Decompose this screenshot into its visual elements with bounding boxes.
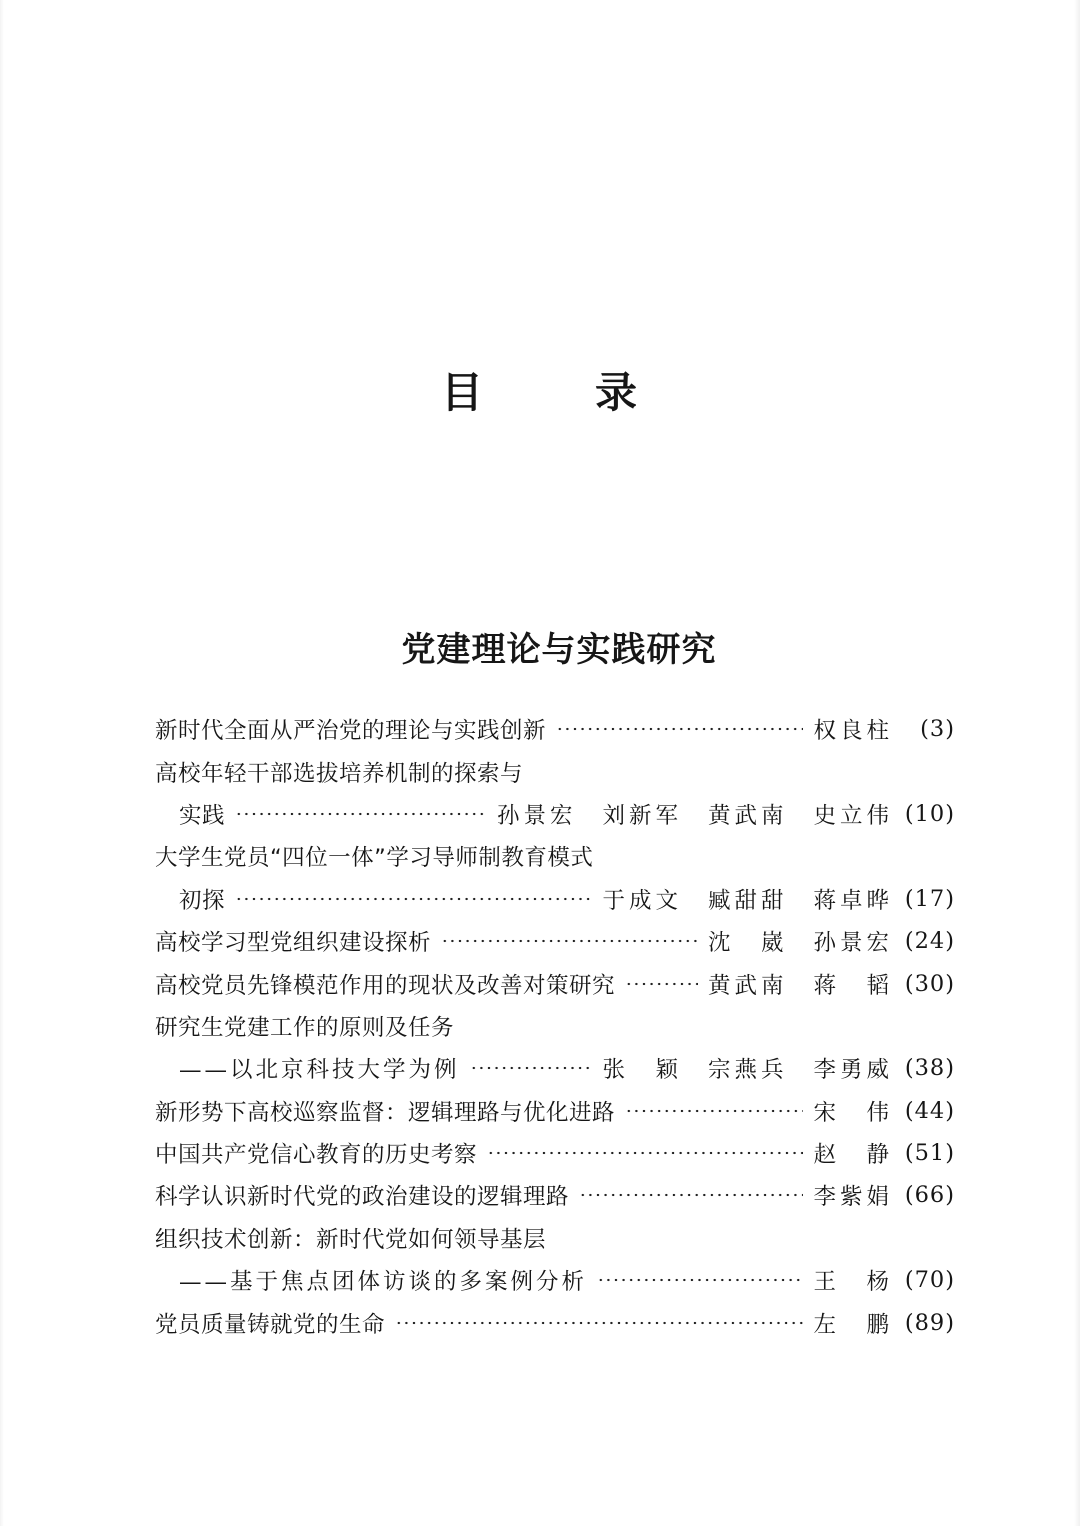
toc-entry-author: 蒋卓晔: [813, 887, 893, 914]
toc-entry-title: ——基于焦点团体访谈的多案例分析: [179, 1269, 588, 1296]
page-title-char: 目: [440, 368, 485, 417]
toc-entry-author: 刘新军: [602, 802, 682, 829]
toc-entry-title: 组织技术创新：新时代党如何领导基层: [155, 1226, 547, 1253]
toc-entry-page: (17): [904, 885, 955, 912]
toc-entry[interactable]: [155, 1301, 955, 1343]
dot-leader: [625, 1109, 803, 1113]
toc-entry-author: 权良柱: [813, 718, 893, 745]
toc-entry-authors: [708, 968, 893, 1000]
toc-entry-title: ——以北京科技大学为例: [179, 1057, 460, 1084]
dot-leader: [625, 982, 698, 986]
page-title: [0, 360, 1080, 420]
toc-entry[interactable]: [155, 920, 955, 962]
toc-entry-title-line: [155, 1005, 955, 1047]
toc-entry-author: 沈 崴: [707, 930, 788, 957]
toc-entry-title-line: [155, 708, 955, 750]
toc-entry-author: 李紫娟: [813, 1184, 893, 1211]
toc-entry-authors: [602, 1052, 893, 1084]
dot-leader: [441, 939, 698, 943]
toc-entry-title-line: [155, 750, 955, 792]
toc-entry-title: 新时代全面从严治党的理论与实践创新: [155, 718, 547, 745]
toc-entry-author: 宋 伟: [813, 1099, 893, 1126]
toc-entry-author: 宗燕兵: [707, 1057, 788, 1084]
toc-entry-page: (44): [904, 1097, 955, 1124]
toc-entry-authors: [813, 713, 893, 745]
toc-entry-title: 大学生党员“四位一体”学习导师制教育模式: [155, 845, 594, 872]
toc-entry-page: (38): [904, 1055, 955, 1082]
toc-entry-title: 新形势下高校巡察监督：逻辑理路与优化进路: [155, 1099, 616, 1126]
toc-entry-authors: [708, 925, 893, 957]
toc-entry-author: 孙景宏: [496, 802, 577, 829]
toc-entry-title-line: [155, 920, 955, 962]
toc-entry-page: (3): [920, 716, 955, 743]
toc-entry-title-line: [155, 835, 955, 877]
toc-entry-continuation-line: [155, 793, 955, 835]
toc-entry-authors: [813, 1137, 893, 1169]
dot-leader: [235, 897, 592, 901]
section-title: 党建理论与实践研究: [401, 630, 717, 670]
toc-entry[interactable]: [155, 1090, 955, 1132]
toc-entry-authors: [813, 1264, 893, 1296]
toc-entry-title: 研究生党建工作的原则及任务: [155, 1014, 455, 1041]
toc-entry-continuation-line: [155, 1259, 955, 1301]
toc-entry-author: 臧甜甜: [707, 887, 788, 914]
toc-entry-author: 于成文: [602, 887, 682, 914]
dot-leader: [395, 1321, 803, 1325]
dot-leader: [556, 727, 803, 731]
toc-entry-title: 科学认识新时代党的政治建设的逻辑理路: [155, 1184, 570, 1211]
toc-entry[interactable]: [155, 708, 955, 750]
toc-entry-author: 赵 静: [813, 1142, 893, 1169]
toc-entry-author: 黄武南: [707, 972, 788, 999]
dot-leader: [597, 1278, 803, 1282]
toc-entry-title: 高校学习型党组织建设探析: [155, 930, 432, 957]
toc-entry-author: 张 颖: [602, 1057, 682, 1084]
toc-entry-title-line: [155, 1132, 955, 1174]
toc-entry-author: 左 鹏: [813, 1311, 893, 1338]
toc-entry-page: (66): [904, 1182, 955, 1209]
dot-leader: [470, 1066, 593, 1070]
toc-entry-page: (30): [904, 970, 955, 997]
toc-entry[interactable]: [155, 962, 955, 1004]
scan-edge-left: [0, 0, 4, 1526]
toc-entry-author: 史立伟: [813, 802, 893, 829]
toc-entry-title-line: [155, 1217, 955, 1259]
toc-entry[interactable]: [155, 750, 955, 835]
toc-entry-title-line: [155, 962, 955, 1004]
dot-leader: [235, 812, 487, 816]
toc-entry[interactable]: [155, 1005, 955, 1090]
toc-entry-author: 李勇威: [813, 1057, 893, 1084]
toc-entry-author: 王 杨: [813, 1269, 893, 1296]
toc-entry[interactable]: [155, 1132, 955, 1174]
toc-entry[interactable]: [155, 1174, 955, 1216]
toc-entry-continuation-line: [155, 1047, 955, 1089]
toc-entry-author: 蒋 韬: [813, 972, 893, 999]
toc-entry-title: 高校年轻干部选拔培养机制的探索与: [155, 760, 524, 787]
toc-entry-page: (70): [904, 1267, 955, 1294]
dot-leader: [487, 1151, 803, 1155]
toc-entry-title: 中国共产党信心教育的历史考察: [155, 1142, 478, 1169]
toc-entry-title: 高校党员先锋模范作用的现状及改善对策研究: [155, 972, 616, 999]
toc-entry-continuation-line: [155, 878, 955, 920]
toc-entry-page: (24): [904, 928, 955, 955]
toc-entry-authors: [497, 798, 893, 830]
page-title-char: 录: [595, 368, 640, 417]
toc-entry-title: 实践: [179, 802, 226, 829]
toc-entry-title-line: [155, 1174, 955, 1216]
toc-entry-title-line: [155, 1090, 955, 1132]
dot-leader: [579, 1193, 803, 1197]
toc-entry-author: 孙景宏: [813, 930, 893, 957]
toc-entry-title: 初探: [179, 887, 226, 914]
toc-entry-page: (51): [904, 1140, 955, 1167]
toc-entry-authors: [602, 883, 893, 915]
toc-entry-title: 党员质量铸就党的生命: [155, 1311, 386, 1338]
toc-entry-authors: [813, 1307, 893, 1339]
toc-entry-title-line: [155, 1301, 955, 1343]
toc-entry[interactable]: [155, 835, 955, 920]
toc-entry[interactable]: [155, 1217, 955, 1302]
toc-list: [155, 708, 955, 1344]
toc-entry-page: (89): [904, 1309, 955, 1336]
scan-edge-right: [1074, 0, 1080, 1526]
toc-entry-authors: [813, 1179, 893, 1211]
toc-entry-author: 黄武南: [707, 802, 788, 829]
toc-entry-authors: [813, 1095, 893, 1127]
toc-entry-page: (10): [904, 800, 955, 827]
